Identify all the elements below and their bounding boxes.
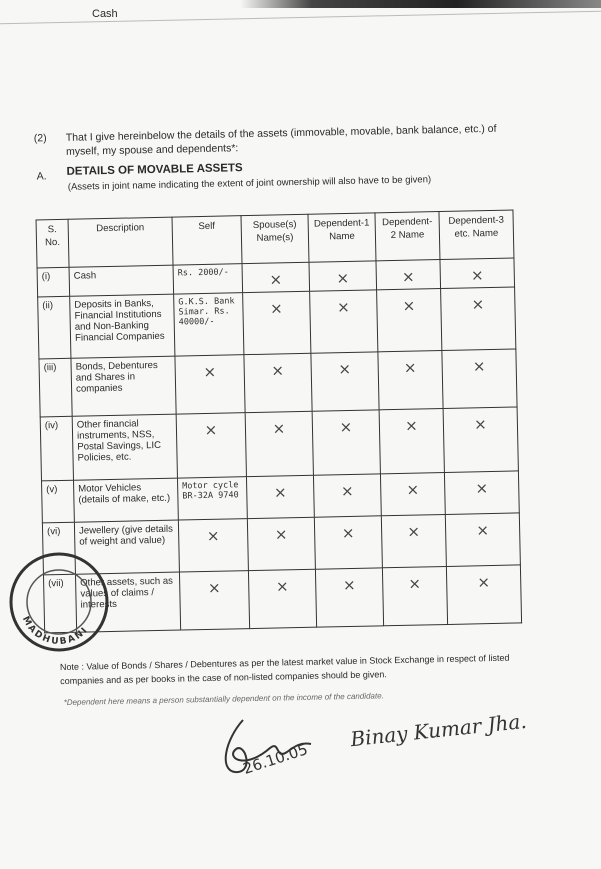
row-dep3-cell [440,258,515,289]
row-dep1-cell [314,516,382,569]
self-handwriting: G.K.S. Bank Simar. Rs. 40000/- [178,296,235,328]
row-spouse-cell [245,411,313,476]
row-description: Jewellery (give details of weight and value) [74,520,179,574]
cross-mark: × [269,270,283,289]
row-sno: (vii) [43,574,76,633]
cross-mark: × [275,577,289,596]
cross-mark: × [203,362,217,382]
row-sno: (v) [42,480,75,523]
cross-mark: × [206,526,220,545]
row-sno: (i) [37,267,70,297]
item2-text-line1: That I give hereinbelow the details of the assets (immovable, movable, bank balance, etc.) of [65,122,497,144]
row-description: Other financial instruments, NSS, Postal Savings, LIC Policies, etc. [72,414,177,480]
cross-mark: × [472,357,486,376]
cross-mark: × [473,415,487,434]
row-dep2-cell [379,408,444,473]
header-dependent-2: Dependent-2 Name [375,212,440,261]
note [60,650,540,688]
row-self-value [175,355,245,414]
row-spouse-cell [247,517,315,570]
seal-text: MADHUBANI [19,614,91,648]
item2-text-line2: myself, my spouse and dependents*: [65,142,239,158]
item2-text [66,121,526,159]
row-dep2-cell [380,472,445,515]
item2-number: (2) [33,132,47,145]
cross-mark: × [273,483,287,502]
cross-mark: × [204,420,218,439]
page-header: Cash [92,8,118,20]
row-spouse-cell [243,291,311,354]
self-handwriting: Motor cycle BR-32A 9740 [182,480,239,502]
row-self-value [174,293,244,356]
cross-mark: × [274,525,288,544]
official-seal-stamp [5,548,113,656]
header-dependent-1: Dependent-1 Name [308,213,376,262]
row-dep1-cell [311,352,379,411]
cross-mark: × [339,417,353,437]
row-dep2-cell [381,514,446,567]
dependent-footnote: *Dependent here means a person substantially dependent on the income of the candidate. [63,691,384,708]
row-dep1-cell [312,410,380,475]
cross-mark: × [338,359,352,379]
row-description: Deposits in Banks, Financial Institutions and Non-Banking Financial Companies [70,294,175,358]
section-a-subtitle: (Assets in joint name indicating the extent of joint ownership will also have to be given) [67,174,432,193]
table-row [40,407,518,481]
self-handwriting: Rs. 2000/- [177,267,229,279]
header-sno: S. No. [36,219,69,268]
row-spouse-cell [242,262,310,292]
row-dep2-cell [376,260,441,290]
cross-mark: × [407,522,421,541]
row-sno: (iii) [39,358,72,417]
row-sno: (iv) [40,416,73,481]
row-dep2-cell [378,351,443,410]
cross-mark: × [471,295,485,314]
section-a-label: A. [36,170,47,183]
row-dep1-cell [309,261,377,291]
cross-mark: × [272,419,286,438]
row-dep3-cell [443,407,518,473]
row-description: Motor Vehicles (details of make, etc.) [74,478,179,522]
row-sno: (vi) [42,522,75,575]
cross-mark: × [406,480,420,499]
row-dep3-cell [442,349,517,409]
cross-mark: × [401,267,415,286]
row-self-value [173,264,243,294]
header-dependent-3: Dependent-3 etc. Name [439,210,514,260]
row-dep1-cell [310,290,378,353]
row-dep3-cell [446,565,521,625]
table-row [38,287,516,359]
cross-mark: × [477,573,491,592]
signature-date: 26.10.05 [240,740,310,778]
cross-mark: × [207,578,221,597]
header-spouse: Spouse(s) Name(s) [241,214,309,263]
cross-mark: × [475,479,489,498]
cross-mark: × [402,296,416,315]
row-self-value [179,571,249,630]
cross-mark: × [404,416,418,435]
cross-mark: × [336,297,350,317]
cross-mark: × [342,575,356,595]
table-row [39,349,517,417]
row-spouse-cell [248,569,316,628]
cross-mark: × [403,358,417,377]
row-sno: (ii) [38,296,71,359]
section-a-title: DETAILS OF MOVABLE ASSETS [66,162,243,178]
row-description: Other assets, such as values of claims / interests [75,572,180,632]
header-description: Description [68,217,173,267]
row-dep3-cell [444,471,519,515]
cross-mark: × [470,266,484,285]
row-dep2-cell [382,566,447,625]
row-description: Cash [69,265,174,296]
row-self-value [177,477,247,520]
row-spouse-cell [246,475,314,518]
note-label: Note : [59,661,85,673]
cross-mark: × [476,521,490,540]
row-dep1-cell [313,474,381,517]
row-self-value [178,519,248,572]
table-row [43,565,521,633]
row-self-value [176,413,246,478]
row-dep3-cell [441,287,516,351]
row-description: Bonds, Debentures and Shares in companies [71,356,176,416]
cross-mark: × [336,268,350,288]
header-self: Self [172,216,242,265]
cross-mark: × [271,361,285,380]
row-dep2-cell [377,289,442,352]
row-spouse-cell [244,353,312,412]
cross-mark: × [341,523,355,543]
handwritten-signature-name: Binay Kumar Jha. [349,708,528,752]
cross-mark: × [340,481,354,501]
cross-mark: × [269,299,283,318]
row-dep1-cell [315,568,383,627]
cross-mark: × [408,574,422,593]
row-dep3-cell [445,513,520,567]
note-text: Value of Bonds / Shares / Debentures as per the latest market value in Stock Exchange in respect of listed companies and as per books in the case of non-listed companies should be given. [60,652,510,687]
